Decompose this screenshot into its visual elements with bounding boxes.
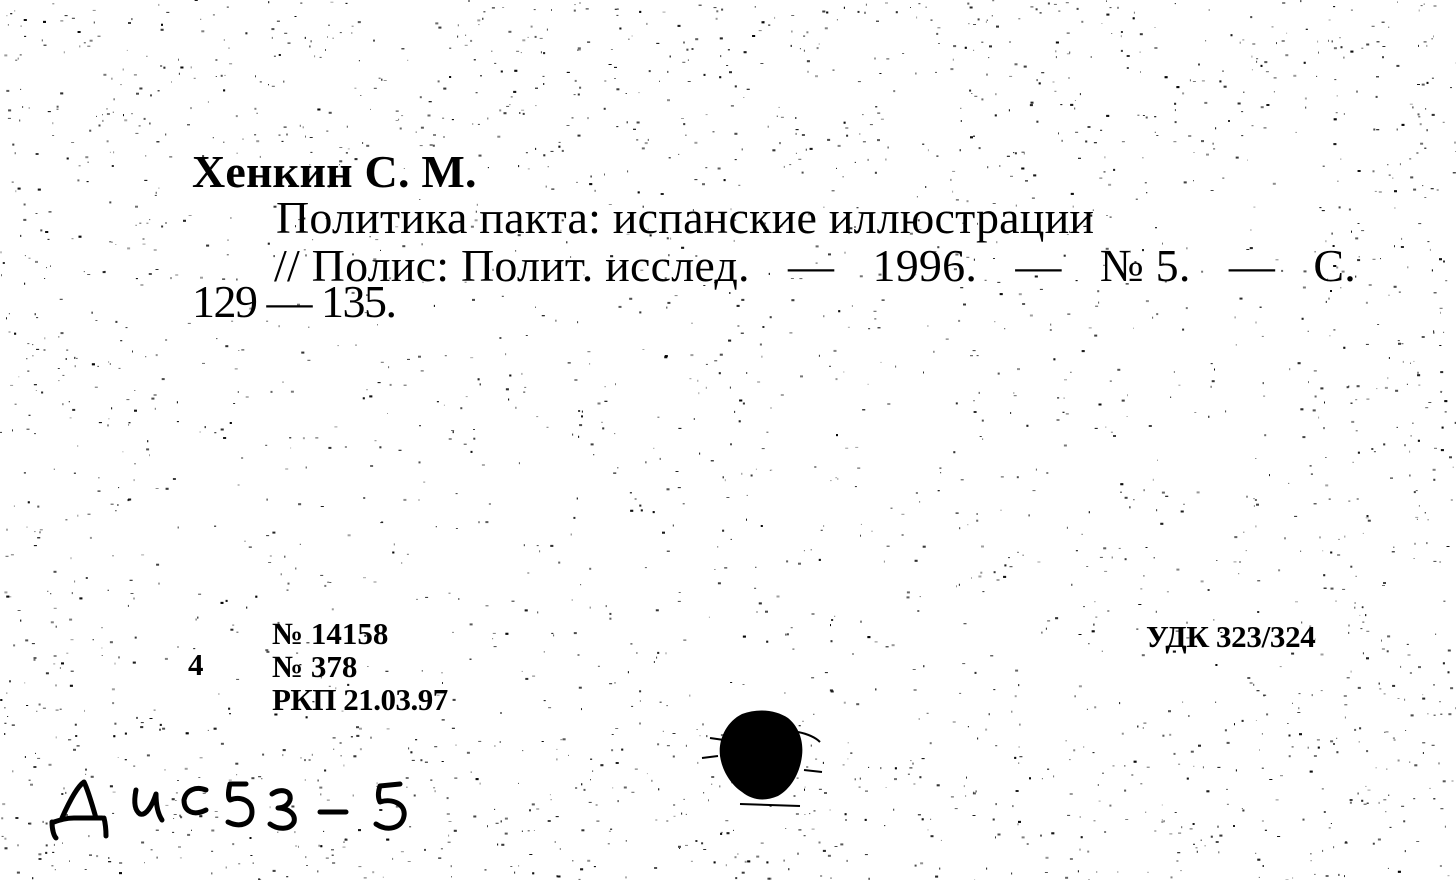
source-pages-prefix: С. xyxy=(1313,240,1356,291)
punched-hole xyxy=(680,700,840,810)
source-citation xyxy=(274,240,1356,292)
source-journal: // Полис: Полит. исслед. xyxy=(274,240,750,291)
source-issue: № 5. xyxy=(1099,240,1191,291)
registration-number-2: № 378 xyxy=(272,649,358,684)
handwritten-shelfmark xyxy=(40,760,500,860)
registration-number-1: № 14158 xyxy=(272,616,389,651)
article-title: Политика пакта: испанские иллюстрации xyxy=(276,192,1095,243)
registration-date: РКП 21.03.97 xyxy=(272,682,448,717)
author-name: Хенкин С. М. xyxy=(192,146,477,197)
udc-classification: УДК 323/324 xyxy=(1146,619,1316,654)
page-range: 129 — 135. xyxy=(192,276,396,327)
source-year: 1996. xyxy=(872,240,978,291)
source-dash-3: — xyxy=(1228,240,1276,291)
copy-number: 4 xyxy=(188,647,204,682)
source-dash-1: — xyxy=(788,240,835,291)
source-dash-2: — xyxy=(1015,240,1062,291)
